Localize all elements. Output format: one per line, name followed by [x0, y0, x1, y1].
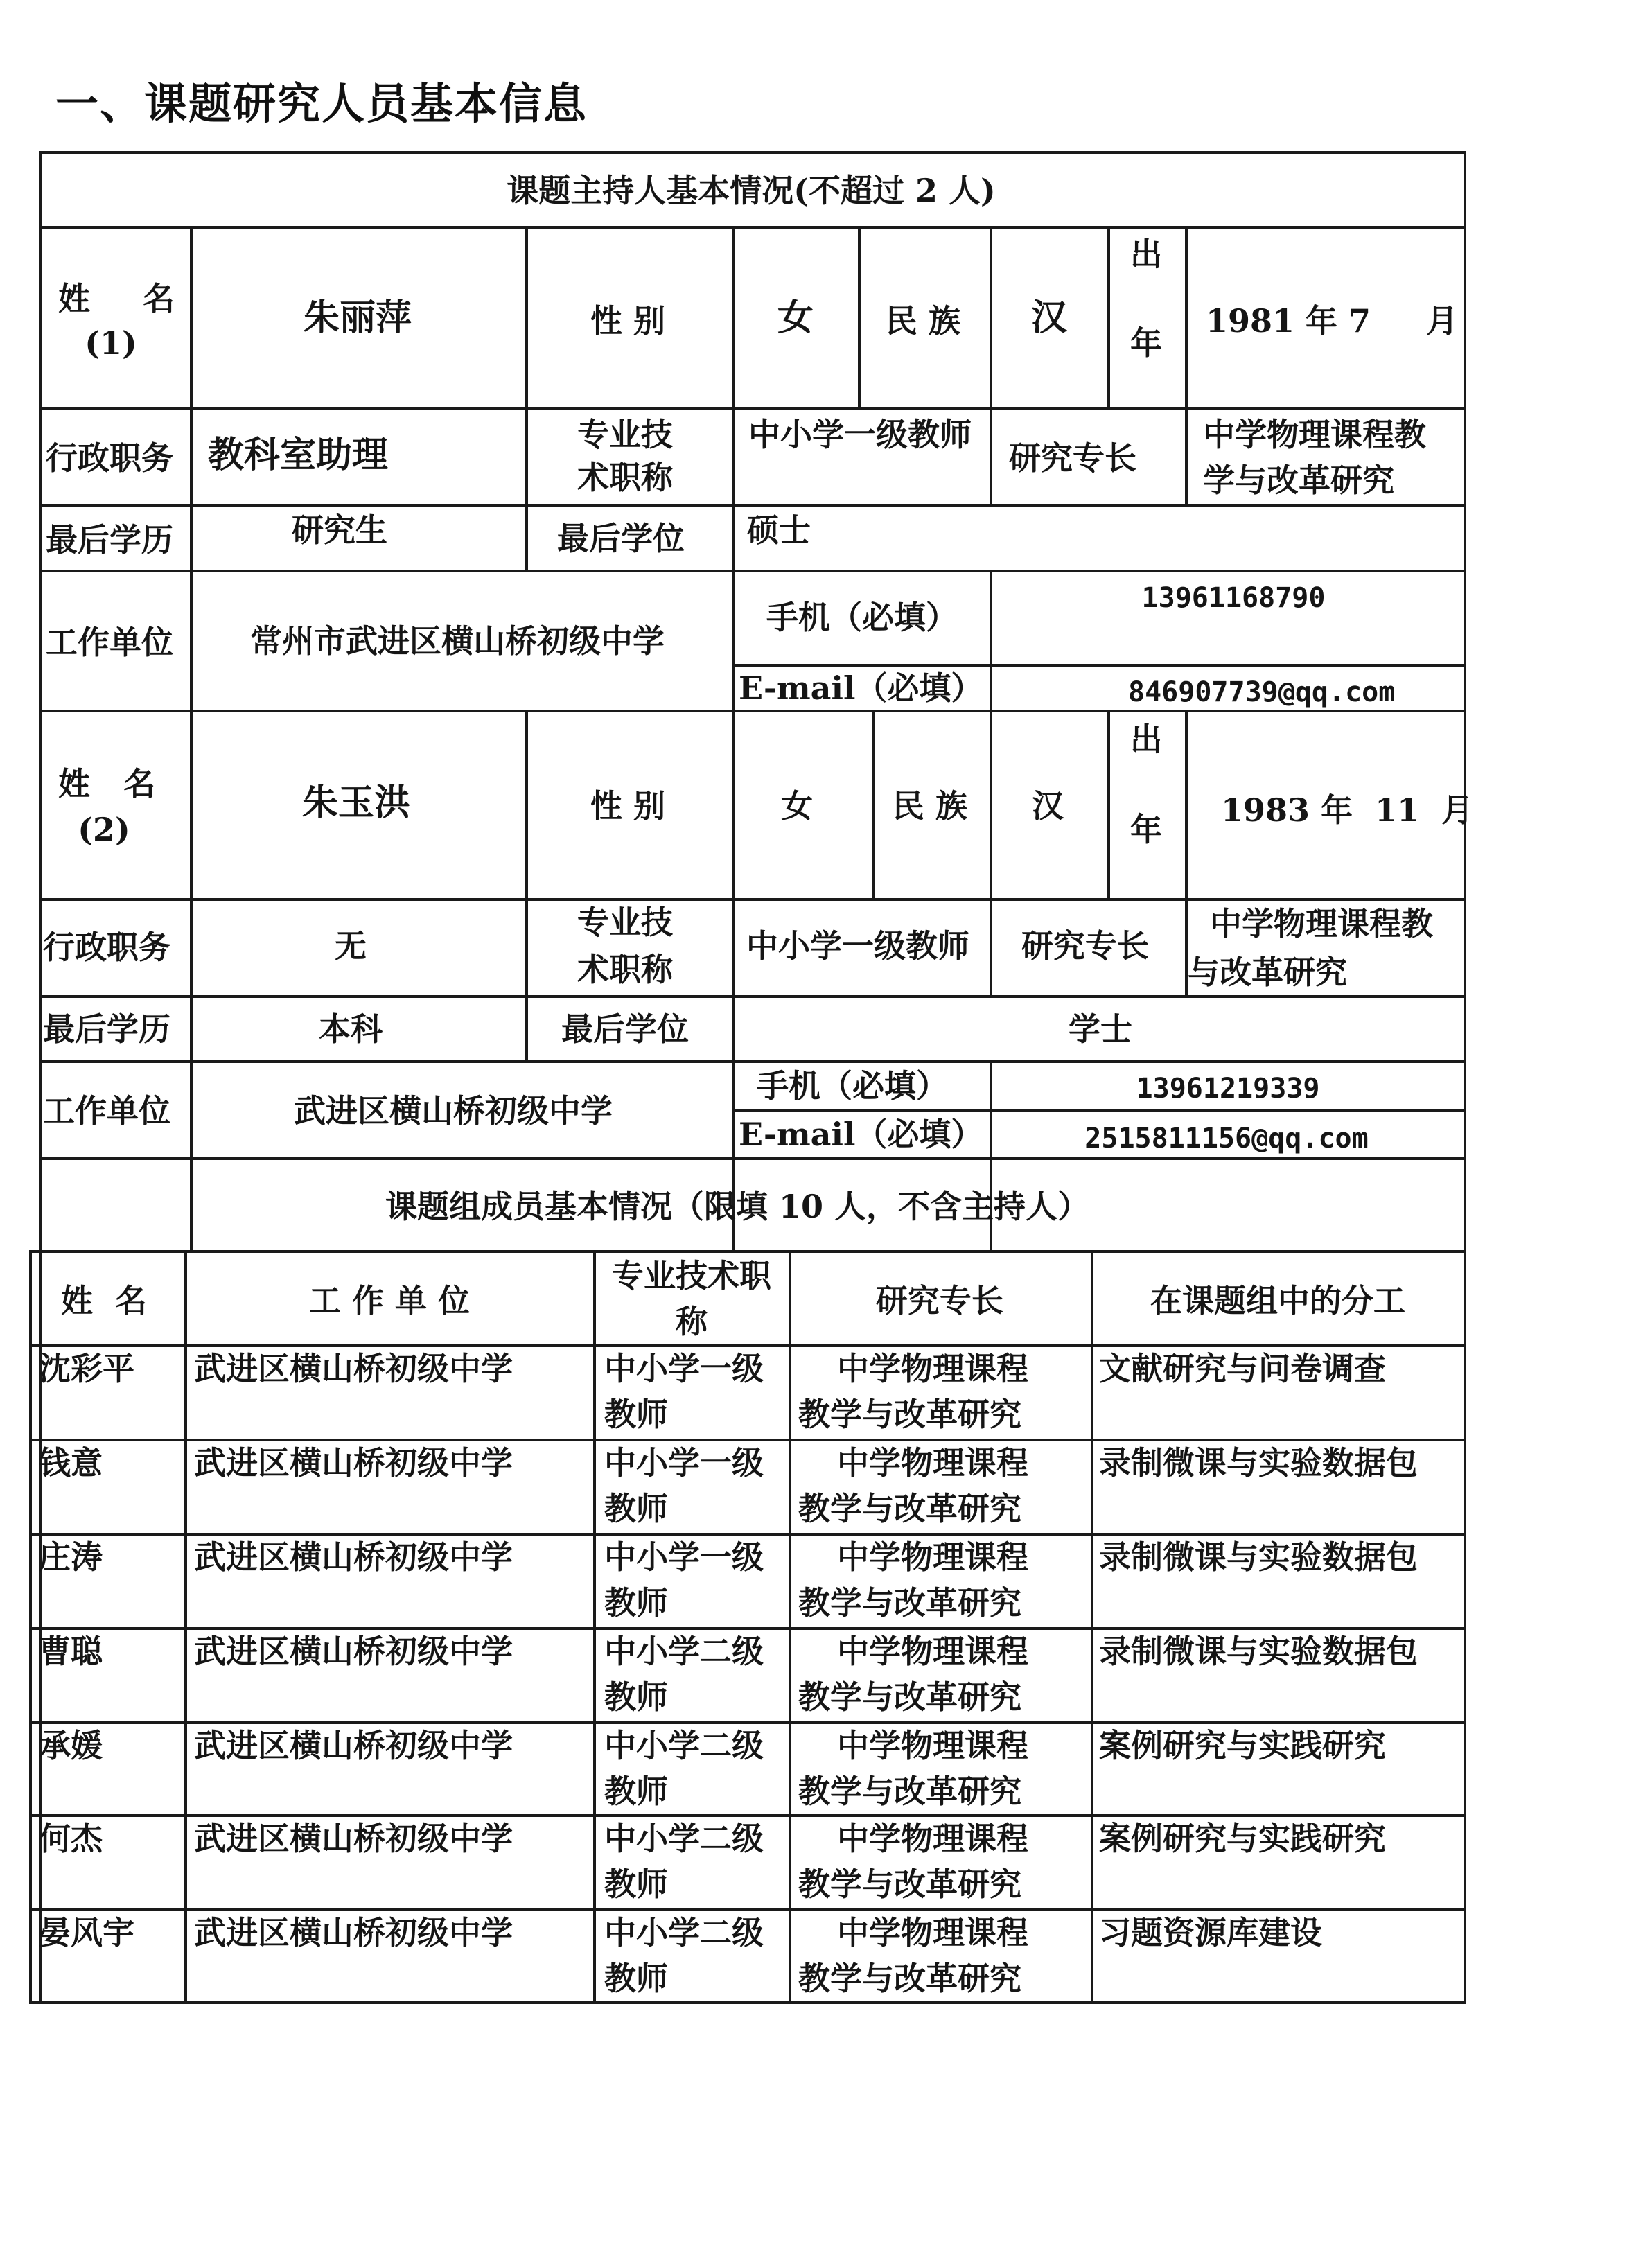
label-work-unit-2: 工作单位	[43, 1092, 170, 1130]
label-gender-2: 性 别	[590, 787, 666, 825]
member-unit: 武进区横山桥初级中学	[194, 1444, 513, 1482]
members-col-name: 姓 名	[60, 1282, 148, 1319]
member-specialty-line1: 中学物理课程	[837, 1350, 1028, 1387]
member-specialty-line2: 教学与改革研究	[798, 1490, 1021, 1527]
rule	[789, 1250, 791, 2004]
rule	[858, 226, 861, 407]
host2-email: 2515811156@qq.com	[1084, 1123, 1369, 1154]
host1-name: 朱丽萍	[303, 297, 412, 339]
host2-admin-post: 无	[335, 927, 367, 965]
member-specialty-line1: 中学物理课程	[837, 1444, 1028, 1482]
rule	[39, 1060, 1466, 1063]
label-birth-1-char2: 年	[1130, 324, 1162, 362]
member-role: 录制微课与实验数据包	[1099, 1538, 1418, 1576]
host2-ethnicity: 汉	[1032, 787, 1064, 825]
host1-pro-title: 中小学一级教师	[748, 416, 972, 453]
label-ethnicity-1: 民 族	[885, 302, 961, 340]
label-last-edu-1: 最后学历	[46, 521, 173, 559]
member-specialty-line1: 中学物理课程	[837, 1538, 1028, 1576]
rule	[29, 1250, 1466, 1253]
member-role: 录制微课与实验数据包	[1099, 1444, 1418, 1482]
host1-last-edu: 研究生	[292, 511, 387, 549]
host2-name: 朱玉洪	[301, 782, 411, 824]
member-name: 曹聪	[39, 1633, 103, 1670]
label-last-degree-1: 最后学位	[557, 520, 685, 557]
host2-last-degree: 学士	[1069, 1010, 1132, 1048]
rule	[39, 898, 1466, 901]
host1-specialty-line2: 学与改革研究	[1203, 462, 1394, 499]
section-title: 一、课题研究人员基本信息	[55, 78, 588, 129]
member-role: 文献研究与问卷调查	[1099, 1350, 1386, 1387]
label-specialty-2: 研究专长	[1021, 927, 1149, 965]
member-unit: 武进区横山桥初级中学	[194, 1820, 513, 1857]
member-title-line2: 教师	[604, 1490, 668, 1527]
host1-specialty-line1: 中学物理课程教	[1203, 416, 1426, 453]
host-section-header: 课题主持人基本情况(不超过 2 人)	[507, 172, 996, 209]
member-title-line1: 中小学一级	[604, 1538, 764, 1576]
label-last-edu-2: 最后学历	[43, 1010, 170, 1048]
host2-birth: 1983 年 11 月	[1221, 791, 1474, 829]
member-name: 承媛	[39, 1727, 103, 1764]
label-name-1-index: (1)	[85, 324, 137, 362]
label-phone-1: 手机（必填）	[766, 599, 958, 636]
label-email-2: E-mail（必填）	[739, 1116, 983, 1153]
member-title-line1: 中小学一级	[604, 1350, 764, 1387]
member-title-line2: 教师	[604, 1678, 668, 1716]
host1-email: 846907739@qq.com	[1128, 676, 1396, 708]
label-phone-2: 手机（必填）	[757, 1067, 948, 1105]
member-unit: 武进区横山桥初级中学	[194, 1350, 513, 1387]
rule	[29, 2001, 1466, 2004]
host1-last-degree: 硕士	[747, 511, 811, 549]
label-birth-2-char1: 出	[1130, 721, 1162, 758]
host2-pro-title: 中小学一级教师	[746, 927, 969, 965]
rule	[190, 710, 193, 1250]
label-pro-title-1-line2: 术职称	[577, 459, 673, 496]
host1-work-unit: 常州市武进区横山桥初级中学	[250, 622, 665, 660]
label-last-degree-2: 最后学位	[561, 1010, 689, 1048]
member-specialty-line2: 教学与改革研究	[798, 1865, 1021, 1903]
host1-gender: 女	[777, 297, 814, 339]
member-specialty-line1: 中学物理课程	[837, 1914, 1028, 1951]
label-name-1-char1: 姓	[58, 280, 90, 317]
label-birth-1-char1: 出	[1130, 236, 1162, 273]
label-admin-post-2: 行政职务	[43, 929, 170, 966]
member-title-line2: 教师	[604, 1865, 668, 1903]
label-specialty-1: 研究专长	[1009, 439, 1136, 477]
members-col-title-line2: 称	[676, 1303, 708, 1340]
member-title-line2: 教师	[604, 1773, 668, 1810]
member-specialty-line2: 教学与改革研究	[798, 1960, 1021, 1997]
label-pro-title-1-line1: 专业技	[577, 416, 673, 453]
rule	[39, 151, 1466, 154]
host2-specialty-line2: 与改革研究	[1188, 954, 1347, 991]
rule	[39, 504, 1466, 507]
member-unit: 武进区横山桥初级中学	[194, 1727, 513, 1764]
rule	[990, 570, 992, 710]
host2-last-edu: 本科	[319, 1010, 383, 1048]
label-name-2-char1: 姓	[58, 765, 90, 802]
rule	[593, 1250, 596, 2004]
rule	[732, 1109, 1466, 1112]
rule	[39, 995, 1466, 998]
member-title-line2: 教师	[604, 1396, 668, 1433]
member-name: 沈彩平	[39, 1350, 134, 1387]
member-name: 何杰	[39, 1820, 103, 1857]
member-specialty-line2: 教学与改革研究	[798, 1584, 1021, 1622]
member-specialty-line2: 教学与改革研究	[798, 1773, 1021, 1810]
host2-phone: 13961219339	[1136, 1073, 1320, 1105]
label-work-unit-1: 工作单位	[46, 624, 173, 661]
member-role: 录制微课与实验数据包	[1099, 1633, 1418, 1670]
members-col-role: 在课题组中的分工	[1150, 1282, 1405, 1319]
member-role: 习题资源库建设	[1099, 1914, 1322, 1951]
member-title-line1: 中小学二级	[604, 1914, 764, 1951]
member-role: 案例研究与实践研究	[1099, 1820, 1386, 1857]
members-col-title-line1: 专业技术职	[612, 1257, 771, 1294]
label-name-1-char2: 名	[143, 280, 175, 317]
member-specialty-line1: 中学物理课程	[837, 1633, 1028, 1670]
members-section-header: 课题组成员基本情况（限填 10 人，不含主持人）	[385, 1188, 1090, 1225]
member-role: 案例研究与实践研究	[1099, 1727, 1386, 1764]
rule	[732, 226, 735, 710]
rule	[39, 407, 1466, 410]
host2-gender: 女	[781, 787, 813, 825]
label-name-2-index: (2)	[78, 811, 130, 848]
host1-ethnicity: 汉	[1030, 297, 1068, 339]
member-title-line1: 中小学二级	[604, 1820, 764, 1857]
members-col-unit: 工 作 单 位	[308, 1282, 471, 1319]
member-unit: 武进区横山桥初级中学	[194, 1914, 513, 1951]
member-specialty-line2: 教学与改革研究	[798, 1678, 1021, 1716]
label-admin-post-1: 行政职务	[46, 439, 173, 477]
rule	[190, 570, 193, 710]
rule	[1091, 1250, 1093, 2004]
rule	[29, 1250, 32, 2004]
rule	[190, 226, 193, 571]
label-pro-title-2-line2: 术职称	[577, 951, 673, 988]
members-col-specialty: 研究专长	[876, 1282, 1003, 1319]
rule	[525, 710, 528, 1060]
rule	[184, 1250, 187, 2004]
host1-admin-post: 教科室助理	[208, 434, 389, 476]
member-specialty-line1: 中学物理课程	[837, 1820, 1028, 1857]
member-title-line1: 中小学二级	[604, 1727, 764, 1764]
member-unit: 武进区横山桥初级中学	[194, 1538, 513, 1576]
label-gender-1: 性 别	[590, 302, 666, 340]
label-pro-title-2-line1: 专业技	[577, 904, 673, 941]
label-email-1: E-mail（必填）	[739, 669, 983, 707]
member-name: 庄涛	[39, 1538, 103, 1576]
member-title-line1: 中小学一级	[604, 1444, 764, 1482]
host1-birth: 1981 年 7 月	[1206, 302, 1459, 340]
rule	[732, 710, 735, 1250]
rule	[39, 226, 1466, 229]
rule	[1107, 226, 1110, 407]
rule	[525, 226, 528, 571]
member-specialty-line2: 教学与改革研究	[798, 1396, 1021, 1433]
member-title-line2: 教师	[604, 1584, 668, 1622]
label-name-2-char2: 名	[123, 765, 155, 802]
rule	[1185, 226, 1188, 504]
rule	[1107, 710, 1110, 898]
rule	[990, 710, 992, 995]
rule	[872, 710, 875, 898]
member-title-line1: 中小学二级	[604, 1633, 764, 1670]
label-ethnicity-2: 民 族	[892, 787, 968, 825]
rule	[1464, 151, 1466, 2004]
label-birth-2-char2: 年	[1130, 811, 1162, 848]
member-title-line2: 教师	[604, 1960, 668, 1997]
host2-work-unit: 武进区横山桥初级中学	[294, 1092, 613, 1130]
member-name: 晏风宇	[39, 1914, 134, 1951]
member-name: 钱意	[39, 1444, 103, 1482]
rule	[990, 226, 992, 504]
host2-specialty-line1: 中学物理课程教	[1210, 905, 1433, 942]
rule	[39, 570, 1466, 572]
host1-phone: 13961168790	[1141, 582, 1326, 614]
member-specialty-line1: 中学物理课程	[837, 1727, 1028, 1764]
member-unit: 武进区横山桥初级中学	[194, 1633, 513, 1670]
